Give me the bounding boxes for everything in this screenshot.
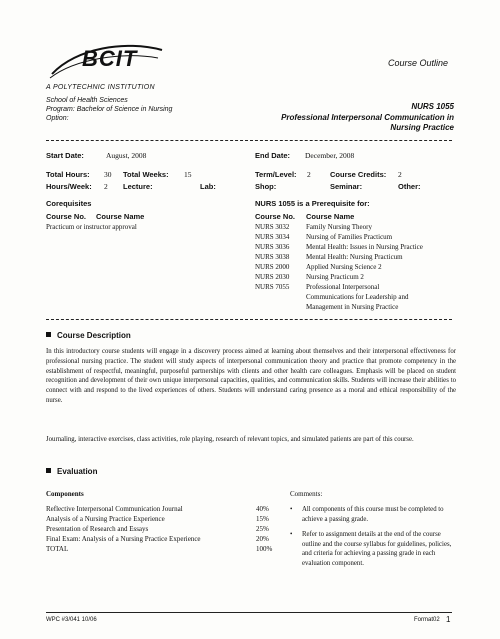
total-weeks-label: Total Weeks:: [123, 170, 169, 179]
start-date: August, 2008: [106, 151, 147, 160]
eval-row-0-name: Reflective Interpersonal Communication Journal: [46, 505, 183, 513]
course-title-line2: Nursing Practice: [390, 123, 454, 132]
eval-row-1-pct: 15%: [256, 515, 269, 523]
total-weeks: 15: [184, 170, 192, 179]
eval-row-4-name: TOTAL: [46, 545, 69, 553]
prereq-name-6: Professional Interpersonal: [306, 283, 380, 291]
option-label: Option:: [46, 115, 69, 122]
prereq-col-name: Course Name: [306, 212, 355, 221]
evaluation-heading: [46, 467, 97, 476]
start-date-label: Start Date:: [46, 151, 84, 160]
total-hours-label: Total Hours:: [46, 170, 90, 179]
term: 2: [307, 170, 311, 179]
footer-left: WPC #3/041 10/06: [46, 617, 97, 623]
eval-row-3-pct: 20%: [256, 535, 269, 543]
prereq-name-0: Family Nursing Theory: [306, 223, 372, 231]
prereq-name-2: Mental Health: Issues in Nursing Practice: [306, 243, 423, 251]
hours-week-label: Hours/Week:: [46, 182, 92, 191]
divider-mid: [46, 319, 452, 320]
description-paragraph-2: Journaling, interactive exercises, class activities, role playing, research of relevant topics, and simulated patients are part of this course.: [46, 436, 414, 443]
logo-wordmark: BCIT: [82, 46, 138, 71]
prereq-no-5: NURS 2030: [255, 273, 290, 281]
eval-row-4-pct: 100%: [256, 545, 273, 553]
school-label: School of Health Sciences: [46, 97, 128, 104]
prereq-name-7: Communications for Leadership and: [306, 293, 409, 301]
prereq-name-3: Mental Health: Nursing Practicum: [306, 253, 403, 261]
eval-row-0-pct: 40%: [256, 505, 269, 513]
lecture-label: Lecture:: [123, 182, 153, 191]
corequisites-heading: Corequisites: [46, 199, 92, 208]
prereq-name-4: Applied Nursing Science 2: [306, 263, 382, 271]
shop-label: Shop:: [255, 182, 277, 191]
prereq-no-0: NURS 3032: [255, 223, 290, 231]
term-label: Term/Level:: [255, 170, 297, 179]
eval-row-1-name: Analysis of a Nursing Practice Experience: [46, 515, 165, 523]
section-bullet-icon: [46, 332, 51, 337]
prereq-col-no: Course No.: [255, 212, 296, 221]
bcit-logo: [46, 40, 166, 84]
hours-week: 2: [104, 182, 108, 191]
prereq-no-1: NURS 3034: [255, 233, 290, 241]
document-type: Course Outline: [388, 58, 449, 68]
comments-label: Comments:: [290, 490, 323, 498]
other-label: Other:: [398, 182, 421, 191]
credits-label: Course Credits:: [330, 170, 387, 179]
eval-row-2-name: Presentation of Research and Essays: [46, 525, 149, 533]
credits: 2: [398, 170, 402, 179]
course-title-line1: Professional Interpersonal Communication in: [281, 113, 454, 122]
footer-rule: [46, 612, 452, 613]
eval-row-2-pct: 25%: [256, 525, 269, 533]
eval-row-3-name: Final Exam: Analysis of a Nursing Practice Experience: [46, 535, 201, 543]
course-description-heading: [46, 331, 131, 340]
description-paragraph-1: In this introductory course students will engage in a discovery process aimed at learning about themselves and their interpersonal effectiveness for professional nursing practice. The student will study aspects of interpersonal communication theory and practice that promote competency in the establishment of respectful, meaningful, purposeful partnerships with clients and other health care colleagues. Emphasis will be placed on student recognition and development of their own unique interpersonal capacities, qualities, and communication skills. Students will increase their abilities to connect with and respond to the lived experiences of others. Students will understand caring presence as a moral and ethical responsibility of the nurse.: [46, 348, 456, 404]
total-hours: 30: [104, 170, 112, 179]
seminar-label: Seminar:: [330, 182, 363, 191]
bullet-dot-icon: •: [290, 506, 293, 513]
components-label: Components: [46, 490, 84, 498]
coreq-item: Practicum or instructor approval: [46, 223, 137, 231]
page-number: 1: [446, 615, 451, 624]
section-bullet-icon: [46, 468, 51, 473]
prereq-no-6: NURS 7055: [255, 283, 290, 291]
end-date-label: End Date:: [255, 151, 291, 160]
prereq-name-5: Nursing Practicum 2: [306, 273, 364, 281]
divider-top: [46, 140, 452, 141]
bullet-dot-icon: •: [290, 531, 293, 538]
coreq-col-no: Course No.: [46, 212, 87, 221]
course-code: NURS 1055: [411, 102, 454, 111]
prereq-no-2: NURS 3036: [255, 243, 290, 251]
comment-text-0: All components of this course must be completed to achieve a passing grade.: [302, 506, 444, 523]
institution-tag: A POLYTECHNIC INSTITUTION: [46, 84, 155, 91]
course-description-title: Course Description: [57, 331, 131, 340]
end-date: December, 2008: [305, 151, 355, 160]
lab-label: Lab:: [200, 182, 216, 191]
evaluation-title: Evaluation: [57, 467, 98, 476]
program-label: Program: Bachelor of Science in Nursing: [46, 106, 173, 113]
coreq-col-name: Course Name: [96, 212, 145, 221]
prereq-no-3: NURS 3038: [255, 253, 290, 261]
comment-text-1: Refer to assignment details at the end of the course outline and the course syllabus for guidelines, policies, and criteria for achieving a passing grade in each evaluation component.: [302, 531, 452, 567]
prereq-name-8: Management in Nursing Practice: [306, 303, 399, 311]
prereq-heading: NURS 1055 is a Prerequisite for:: [255, 199, 370, 208]
prereq-no-4: NURS 2000: [255, 263, 290, 271]
prereq-name-1: Nursing of Families Practicum: [306, 233, 393, 241]
footer-format: Format02: [414, 617, 440, 623]
